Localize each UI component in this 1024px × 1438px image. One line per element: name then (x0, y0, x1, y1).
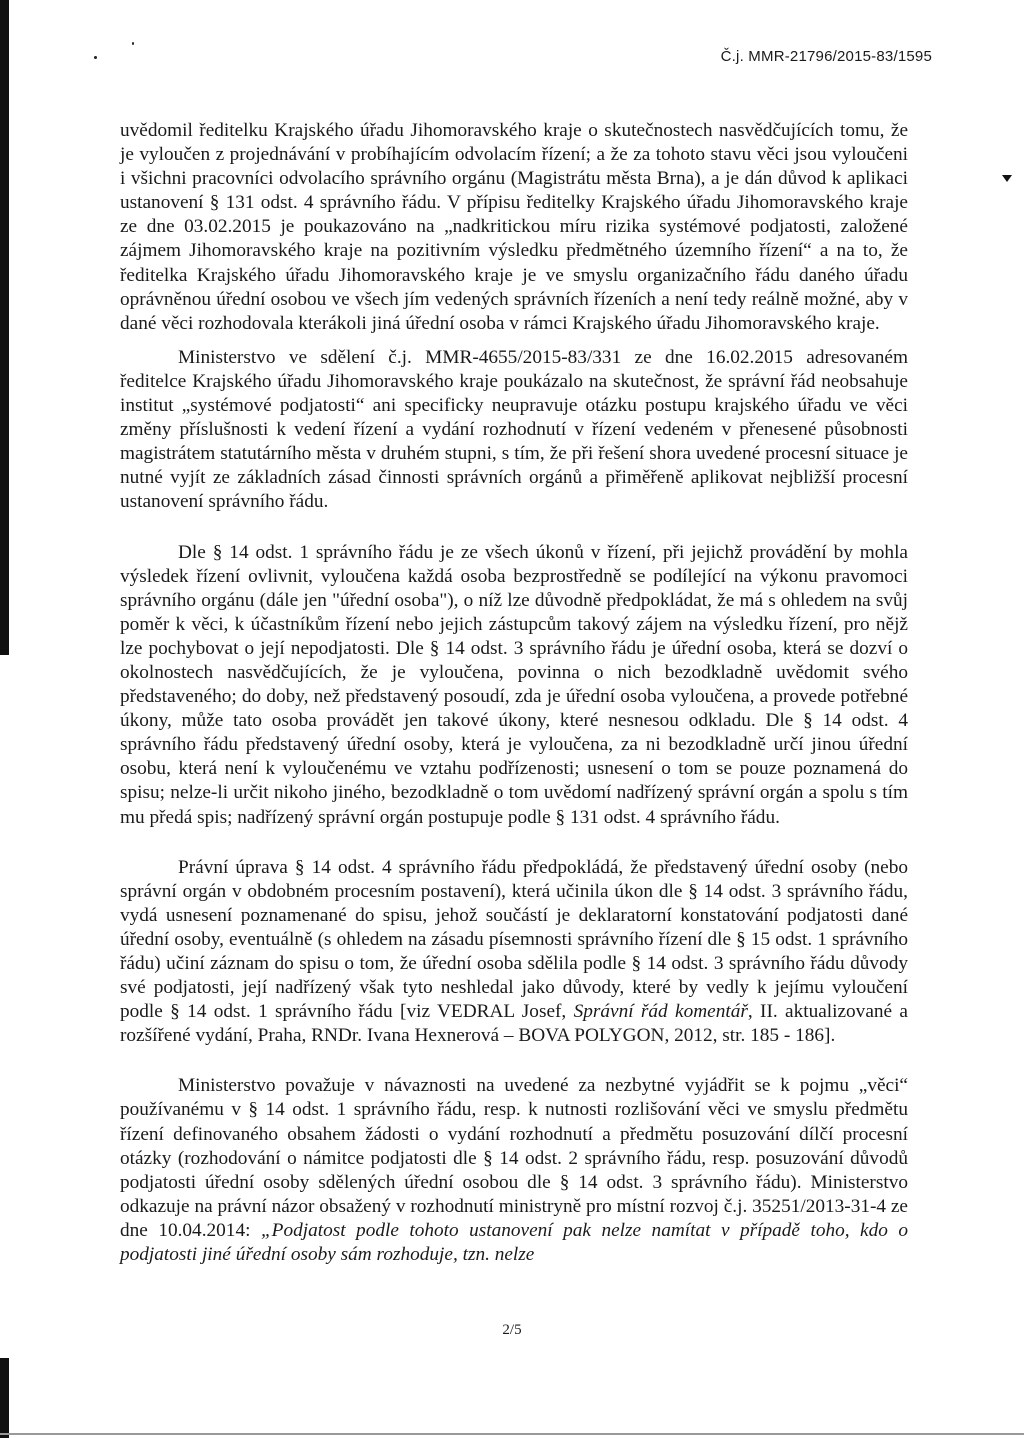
paragraph-5-text: Ministerstvo považuje v návaznosti na uvedené za nezbytné vyjádřit se k pojmu „věci“ používanému v § 14 odst. 1 správního řádu, resp. k nutnosti rozlišování věci ve smyslu předmětu řízení definovaného obsahem žádosti o vydání rozhodnutí a předmětu posuzování dílčí procesní otázky (rozhodování o námitce podjatosti dle § 14 odst. 2 správního řádu, resp. posuzování důvodů podjatosti úřední osoby sdělených úřední osobou dle § 14 odst. 3 správního řádu). Ministerstvo odkazuje na právní názor obsažený v rozhodnutí ministryně pro místní rozvoj č.j. 35251/2013-31-4 ze dne 10.04.2014: (120, 1075, 908, 1241)
paragraph-1-text: uvědomil ředitelku Krajského úřadu Jihomoravského kraje o skutečnostech nasvědčujících tomu, že je vyloučen z projednávání v probíhajícím odvolacím řízení; a že za tohoto stavu věci jsou vyloučeni i všichni pracovníci odvolacího správního orgánu (Magistrátu města Brna), a je dán důvod k aplikaci ustanovení § 131 odst. 4 správního řádu. V přípisu ředitelky Krajského úřadu Jihomoravského kraje ze dne 03.02.2015 je poukazováno na „nadkritickou míru rizika systémové podjatosti, založené zájmem Jihomoravského kraje na pozitivním výsledku předmětného územního řízení“ a na to, že ředitelka Krajského úřadu Jihomoravského kraje je ve smyslu organizačního řádu daného úřadu oprávněnou úřední osobou ve všech jím vedených správních řízeních a není tedy reálně možné, aby v dané věci rozhodovala kterákoli jiná úřední osoba v rámci Krajského úřadu Jihomoravského kraje. (120, 120, 908, 334)
paragraph-5 (120, 1074, 908, 1267)
scan-speck (132, 42, 134, 45)
document-body (120, 119, 908, 1267)
scan-edge-left-top (0, 0, 9, 655)
paragraph-3-text: Dle § 14 odst. 1 správního řádu je ze všech úkonů v řízení, při jejichž provádění by mohla výsledek řízení ovlivnit, vyloučena každá osoba bezprostředně se podílející na výkonu pravomoci správního orgánu (dále jen "úřední osoba"), o níž lze důvodně předpokládat, že má s ohledem na svůj poměr k věci, k účastníkům řízení nebo jejich zástupcům takový zájem na výsledku řízení, pro nějž lze pochybovat o její nepodjatosti. Dle § 14 odst. 3 správního řádu je úřední osoba, která se dozví o okolnostech nasvědčujících, že je vyloučena, povinna o nich bezodkladně uvědomit svého představeného; do doby, než představený posoudí, zda je úřední osoba vyloučena, a provede potřebné úkony, může tato osoba provádět jen takové úkony, které nesnesou odkladu. Dle § 14 odst. 4 správního řádu představený úřední osoby, která je vyloučena, za ni bezodkladně určí jinou úřední osobu, která není k vyloučenému ve vztahu podřízenosti; usnesení o tom se pouze poznamená do spisu; nelze-li určit nikoho jiného, bezodkladně o tom uvědomí nadřízený správní orgán a spolu s tím mu předá spis; nadřízený správní orgán postupuje podle § 131 odst. 4 správního řádu. (120, 541, 908, 828)
scan-bottom-edge (0, 1433, 1024, 1435)
scan-speck (94, 56, 97, 59)
paragraph-2 (120, 346, 908, 515)
paragraph-1 (120, 119, 908, 336)
book-title: Správní řád komentář (573, 1001, 748, 1023)
paragraph-4-text-after: , II. aktualizované a rozšířené vydání, Praha, RNDr. Ivana Hexnerová – BOVA POLYGON, 2012, str. 185 - 186]. (120, 1001, 908, 1047)
paragraph-4 (120, 856, 908, 1049)
document-reference: Č.j. MMR-21796/2015-83/1595 (720, 48, 932, 65)
paragraph-2-text: Ministerstvo ve sdělení č.j. MMR-4655/2015-83/331 ze dne 16.02.2015 adresovaném ředitelce Krajského úřadu Jihomoravského kraje poukázalo na skutečnost, že správní řád neobsahuje institut „systémové podjatosti“ ani specificky neupravuje otázku postupu krajského úřadu ve věci změny příslušnosti k vedení řízení a vydání rozhodnutí v řízení vedeném v přenesené působnosti magistrátem statutárního města v druhém stupni, s tím, že při řešení shora uvedené procesní situace je nutné vyjít ze základních zásad činnosti správních orgánů a přiměřeně aplikovat nejbližší procesní ustanovení správního řádu. (120, 346, 908, 513)
page-number: 2/5 (502, 1322, 522, 1338)
margin-mark-icon (1002, 175, 1012, 182)
paragraph-3 (120, 541, 908, 830)
quoted-decision: „Podjatost podle tohoto ustanovení pak nelze namítat v případě toho, kdo o podjatosti jiné úřední osoby sám rozhoduje, tzn. nelze (120, 1219, 908, 1266)
paragraph-4-text: Právní úprava § 14 odst. 4 správního řádu předpokládá, že představený úřední osoby (nebo správní orgán v obdobném procesním postavení), která učinila úkon dle § 14 odst. 3 správního řádu, vydá usnesení poznamenané do spisu, jehož součástí je deklaratorní konstatování podjatosti dané úřední osoby, eventuálně (s ohledem na zásadu písemnosti správního řízení dle § 15 odst. 1 správního řádu) učiní záznam do spisu o tom, že úřední osoba sdělila podle § 14 odst. 3 správního řádu důvody své podjatosti, její nadřízený však tyto neshledal jako důvody, které by vedly k jejímu vyloučení podle § 14 odst. 1 správního řádu [viz VEDRAL Josef, (120, 856, 908, 1023)
scan-edge-left-bottom (0, 1358, 9, 1438)
